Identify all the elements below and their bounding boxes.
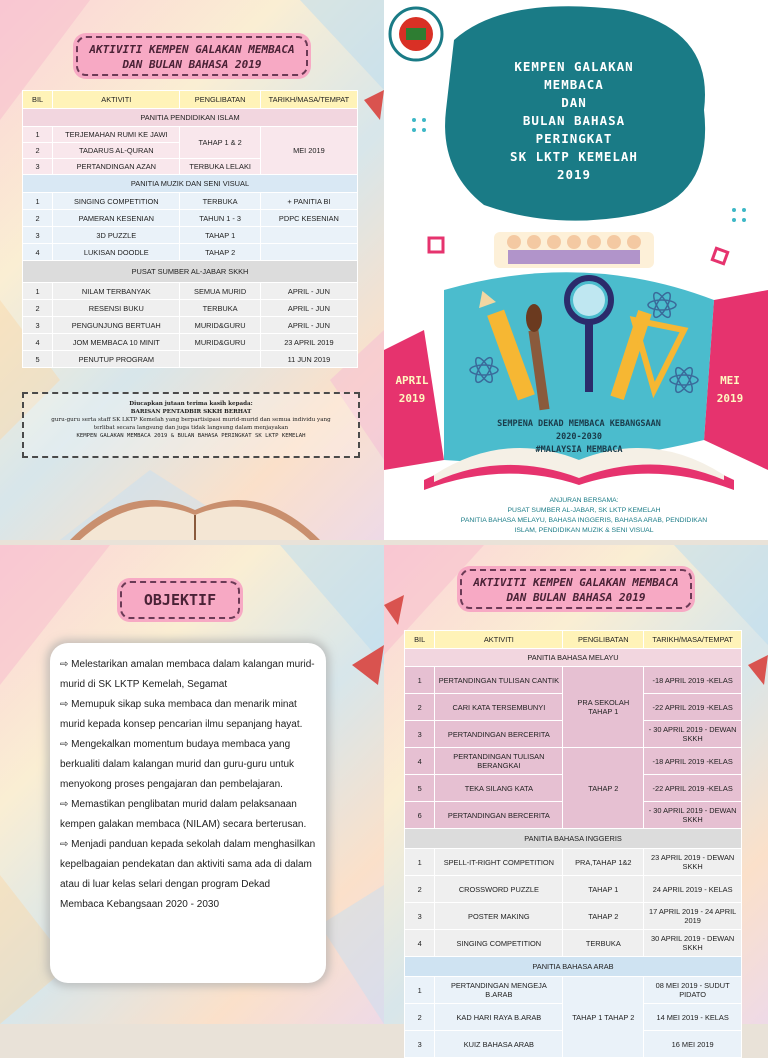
table-cell: APRIL - JUN: [260, 283, 357, 300]
table-cell: TERBUKA: [180, 300, 260, 317]
table-cell: TADARUS AL-QURAN: [53, 143, 180, 159]
section-title: PANITIA MUZIK DAN SENI VISUAL: [23, 175, 358, 193]
objective-item: ⇨ Menjadi panduan kepada sekolah dalam menghasilkan kepelbagaian pendekatan dan aktiviti sama ada di dalam atau di luar kelas selari dengan program Dekad Membaca Kebangsaan 2020 - 2030: [60, 839, 316, 910]
table-cell: 1: [23, 193, 53, 210]
table-cell: 1: [405, 977, 435, 1004]
activity-banner: AKTIVITI KEMPEN GALAKAN MEMBACA DAN BULAN BAHASA 2019: [460, 569, 692, 609]
table-cell: SEMUA MURID: [180, 283, 260, 300]
table-cell: TAHAP 1 & 2: [180, 127, 260, 159]
section-title: PANITIA BAHASA MELAYU: [405, 649, 742, 667]
table-cell: + PANITIA BI: [260, 193, 357, 210]
table-cell: 23 APRIL 2019 - DEWAN SKKH: [644, 849, 742, 876]
table-cell: TAHAP 2: [563, 748, 644, 829]
table-cell: 1: [23, 127, 53, 143]
table-cell: 14 MEI 2019 - KELAS: [644, 1004, 742, 1031]
table-row: [405, 876, 742, 903]
table-row: [23, 127, 358, 143]
table-row: [405, 957, 742, 977]
table-cell: 23 APRIL 2019: [260, 334, 357, 351]
thanks-note: Diucapkan jutaan terima kasih kepada: BARISAN PENTADBIR SKKH BERHAT guru-guru serta staff SK LKTP Kemelah yang berpartisipasi murid-murid dan semua individu yang terlibat secara langsung dan juga tidak langsung dalam menjayakan KEMPEN GALAKAN MEMBACA 2019 & BULAN BAHASA PERINGKAT SK LKTP KEMELAH: [22, 392, 360, 458]
table-cell: SPELL-IT-RIGHT COMPETITION: [435, 849, 563, 876]
table-cell: 2: [23, 210, 53, 227]
table-cell: 1: [405, 849, 435, 876]
table-cell: TERBUKA LELAKI: [180, 159, 260, 175]
column-header: TARIKH/MASA/TEMPAT: [260, 91, 357, 109]
table-cell: 1: [23, 283, 53, 300]
table-cell: PERTANDINGAN BERCERITA: [435, 802, 563, 829]
table-cell: MURID&GURU: [180, 317, 260, 334]
table-row: [23, 175, 358, 193]
column-header: PENGLIBATAN: [180, 91, 260, 109]
table-cell: CARI KATA TERSEMBUNYI: [435, 694, 563, 721]
table-row: [405, 649, 742, 667]
column-header: BIL: [23, 91, 53, 109]
table-cell: 2: [23, 143, 53, 159]
table-row: [405, 849, 742, 876]
table-row: [23, 109, 358, 127]
table-row: [23, 91, 358, 109]
table-cell: [180, 351, 260, 368]
table-cell: - 30 APRIL 2019 - DEWAN SKKH: [644, 802, 742, 829]
section-title: PANITIA BAHASA INGGERIS: [405, 829, 742, 849]
table-cell: 5: [405, 775, 435, 802]
table-row: [23, 193, 358, 210]
objective-item: ⇨ Melestarikan amalan membaca dalam kalangan murid-murid di SK LKTP Kemelah, Segamat: [60, 659, 315, 690]
table-cell: 30 APRIL 2019 - DEWAN SKKH: [644, 930, 742, 957]
table-cell: -18 APRIL 2019 -KELAS: [644, 748, 742, 775]
open-book-illustration: [60, 470, 330, 540]
organiser-credits: ANJURAN BERSAMA: PUSAT SUMBER AL-JABAR, SK LKTP KEMELAH PANITIA BAHASA MELAYU, BAHASA INGGERIS, BAHASA ARAB, PENDIDIKAN ISLAM, PENDIDIKAN MUZIK & SENI VISUAL: [460, 497, 708, 534]
objective-item: ⇨ Memupuk sikap suka membaca dan menarik minat murid kepada konsep pencarian ilmu sepanjang hayat.: [60, 699, 303, 730]
table-row: [23, 334, 358, 351]
activity-table: [22, 90, 358, 368]
table-cell: TERBUKA: [563, 930, 644, 957]
activity-page-2: [384, 545, 768, 1049]
section-title: PUSAT SUMBER AL-JABAR SKKH: [23, 261, 358, 283]
table-cell: - 30 APRIL 2019 - DEWAN SKKH: [644, 721, 742, 748]
table-row: [405, 930, 742, 957]
table-cell: PERTANDINGAN BERCERITA: [435, 721, 563, 748]
table-cell: 4: [23, 334, 53, 351]
activity-table: [404, 630, 742, 1058]
table-cell: PENGUNJUNG BERTUAH: [53, 317, 180, 334]
activity-banner: AKTIVITI KEMPEN GALAKAN MEMBACA DAN BULAN BAHASA 2019: [76, 36, 308, 76]
activity-page-1: [0, 0, 384, 540]
section-title: PANITIA BAHASA ARAB: [405, 957, 742, 977]
table-cell: [260, 244, 357, 261]
table-cell: PERTANDINGAN TULISAN CANTIK: [435, 667, 563, 694]
table-row: [405, 977, 742, 1004]
table-cell: 3: [405, 1031, 435, 1058]
table-cell: TAHAP 1 TAHAP 2: [563, 977, 644, 1058]
table-row: [405, 631, 742, 649]
table-cell: SINGING COMPETITION: [435, 930, 563, 957]
table-row: [23, 300, 358, 317]
table-cell: 2: [405, 694, 435, 721]
table-cell: 2: [405, 876, 435, 903]
table-row: [23, 210, 358, 227]
table-row: [23, 244, 358, 261]
table-cell: 11 JUN 2019: [260, 351, 357, 368]
objective-title: OBJEKTIF: [120, 581, 240, 619]
table-cell: PERTANDINGAN MENGEJA B.ARAB: [435, 977, 563, 1004]
column-header: PENGLIBATAN: [563, 631, 644, 649]
table-cell: MURID&GURU: [180, 334, 260, 351]
table-cell: TAHAP 1: [563, 876, 644, 903]
table-cell: 08 MEI 2019 - SUDUT PIDATO: [644, 977, 742, 1004]
table-row: [405, 748, 742, 775]
table-cell: PRA,TAHAP 1&2: [563, 849, 644, 876]
table-row: [23, 351, 358, 368]
table-cell: PRA SEKOLAH TAHAP 1: [563, 667, 644, 748]
table-cell: 4: [405, 748, 435, 775]
table-cell: -22 APRIL 2019 -KELAS: [644, 694, 742, 721]
table-cell: 3D PUZZLE: [53, 227, 180, 244]
cover-date-right: MEI 2019: [716, 374, 744, 405]
table-cell: TAHAP 1: [180, 227, 260, 244]
table-cell: 4: [405, 930, 435, 957]
table-cell: [260, 227, 357, 244]
table-row: [23, 317, 358, 334]
objective-page: [0, 545, 384, 1024]
objective-item: ⇨ Memastikan penglibatan murid dalam pelaksanaan kempen galakan membaca (NILAM) secara berterusan.: [60, 799, 307, 830]
table-cell: 3: [405, 721, 435, 748]
table-row: [405, 829, 742, 849]
table-cell: TERJEMAHAN RUMI KE JAWI: [53, 127, 180, 143]
column-header: TARIKH/MASA/TEMPAT: [644, 631, 742, 649]
table-cell: 4: [23, 244, 53, 261]
cover-ribbon: SEMPENA DEKAD MEMBACA KEBANGSAAN 2020-2030 #MALAYSIA MEMBACA: [497, 419, 661, 455]
table-row: [23, 227, 358, 244]
column-header: AKTIVITI: [53, 91, 180, 109]
table-row: [405, 903, 742, 930]
table-cell: 5: [23, 351, 53, 368]
table-cell: 2: [405, 1004, 435, 1031]
table-cell: KUIZ BAHASA ARAB: [435, 1031, 563, 1058]
table-cell: 3: [23, 159, 53, 175]
cover-date-left: APRIL 2019: [395, 374, 429, 405]
table-cell: JOM MEMBACA 10 MINIT: [53, 334, 180, 351]
table-cell: 16 MEI 2019: [644, 1031, 742, 1058]
section-title: PANITIA PENDIDIKAN ISLAM: [23, 109, 358, 127]
table-cell: 2: [23, 300, 53, 317]
table-cell: 6: [405, 802, 435, 829]
table-cell: 3: [23, 227, 53, 244]
table-row: [23, 261, 358, 283]
table-cell: PAMERAN KESENIAN: [53, 210, 180, 227]
table-cell: POSTER MAKING: [435, 903, 563, 930]
table-row: [23, 283, 358, 300]
table-cell: APRIL - JUN: [260, 300, 357, 317]
table-cell: KAD HARI RAYA B.ARAB: [435, 1004, 563, 1031]
table-cell: TAHAP 2: [563, 903, 644, 930]
table-cell: 24 APRIL 2019 - KELAS: [644, 876, 742, 903]
table-cell: SINGING COMPETITION: [53, 193, 180, 210]
table-cell: PERTANDINGAN TULISAN BERANGKAI: [435, 748, 563, 775]
table-row: [405, 667, 742, 694]
table-cell: PDPC KESENIAN: [260, 210, 357, 227]
table-cell: TAHAP 2: [180, 244, 260, 261]
table-cell: -22 APRIL 2019 -KELAS: [644, 775, 742, 802]
table-cell: APRIL - JUN: [260, 317, 357, 334]
table-cell: CROSSWORD PUZZLE: [435, 876, 563, 903]
table-cell: TAHUN 1 - 3: [180, 210, 260, 227]
cover-title: KEMPEN GALAKAN MEMBACA DAN BULAN BAHASA PERINGKAT SK LKTP KEMELAH 2019: [510, 59, 638, 182]
table-cell: TERBUKA: [180, 193, 260, 210]
table-cell: TEKA SILANG KATA: [435, 775, 563, 802]
table-cell: RESENSI BUKU: [53, 300, 180, 317]
table-cell: PERTANDINGAN AZAN: [53, 159, 180, 175]
table-cell: -18 APRIL 2019 -KELAS: [644, 667, 742, 694]
table-cell: LUKISAN DOODLE: [53, 244, 180, 261]
table-cell: 3: [23, 317, 53, 334]
table-cell: 17 APRIL 2019 - 24 APRIL 2019: [644, 903, 742, 930]
cover-page: [384, 0, 768, 540]
table-cell: 3: [405, 903, 435, 930]
table-cell: NILAM TERBANYAK: [53, 283, 180, 300]
column-header: BIL: [405, 631, 435, 649]
table-cell: 1: [405, 667, 435, 694]
column-header: AKTIVITI: [435, 631, 563, 649]
objective-list: [50, 643, 326, 983]
objective-item: ⇨ Mengekalkan momentum budaya membaca yang berkualiti dalam kalangan murid dan guru-guru untuk menyokong proses pengajaran dan pembelajaran.: [60, 739, 295, 790]
table-cell: MEI 2019: [260, 127, 357, 175]
table-cell: PENUTUP PROGRAM: [53, 351, 180, 368]
